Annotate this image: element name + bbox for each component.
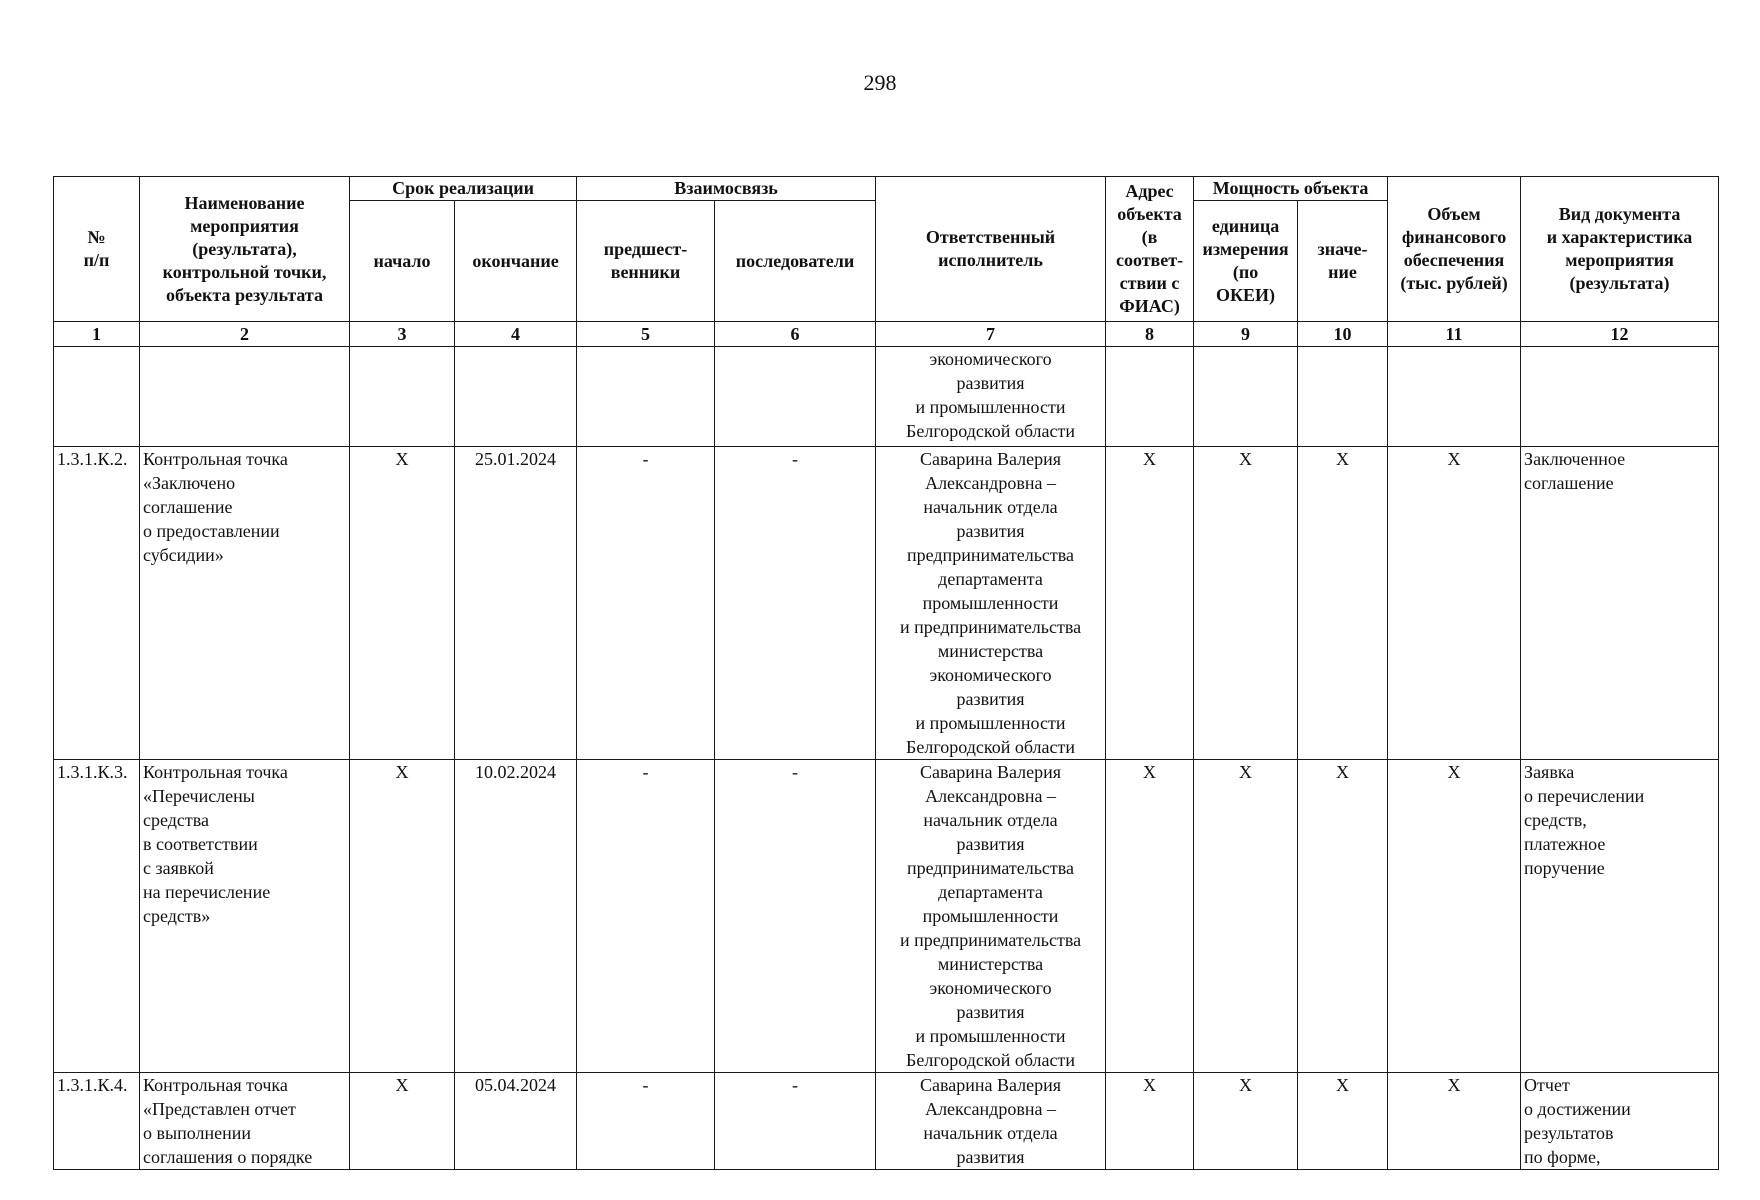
cell-start: X [350, 1073, 455, 1170]
cell-finance: X [1388, 1073, 1521, 1170]
header-period-end: окончание [455, 201, 577, 322]
cell-start: X [350, 447, 455, 760]
cell-address: X [1106, 760, 1194, 1073]
header-finance: Объем финансового обеспечения (тыс. рублей) [1388, 177, 1521, 322]
cell-start [350, 347, 455, 447]
table-row [54, 447, 1719, 760]
cell-pred [577, 347, 715, 447]
header-name: Наименование мероприятия (результата), контрольной точки, объекта результата [140, 177, 350, 322]
header-period: Срок реализации [350, 177, 577, 201]
cell-unit [1194, 347, 1298, 447]
cell-finance [1388, 347, 1521, 447]
column-number: 1 [54, 322, 140, 347]
cell-value: X [1298, 1073, 1388, 1170]
cell-finance: X [1388, 760, 1521, 1073]
header-capacity-value: значе- ние [1298, 201, 1388, 322]
cell-end: 25.01.2024 [455, 447, 577, 760]
column-number: 6 [715, 322, 876, 347]
header-capacity: Мощность объекта [1194, 177, 1388, 201]
column-numbers-row [54, 322, 1719, 347]
cell-pred: - [577, 760, 715, 1073]
cell-finance: X [1388, 447, 1521, 760]
column-number: 4 [455, 322, 577, 347]
cell-end [455, 347, 577, 447]
plan-table [53, 176, 1719, 1170]
header-period-start: начало [350, 201, 455, 322]
cell-value: X [1298, 760, 1388, 1073]
cell-doc: Заявка о перечислении средств, платежное поручение [1521, 760, 1719, 1073]
cell-name: Контрольная точка «Заключено соглашение о предоставлении субсидии» [140, 447, 350, 760]
cell-address [1106, 347, 1194, 447]
cell-name: Контрольная точка «Представлен отчет о выполнении соглашения о порядке [140, 1073, 350, 1170]
header-relation-pred: предшест- венники [577, 201, 715, 322]
cell-end: 05.04.2024 [455, 1073, 577, 1170]
cell-value: X [1298, 447, 1388, 760]
cell-name: Контрольная точка «Перечислены средства в соответствии с заявкой на перечисление средств» [140, 760, 350, 1073]
header-address: Адрес объекта (в соответ- ствии с ФИАС) [1106, 177, 1194, 322]
header-capacity-unit: единица измерения (по ОКЕИ) [1194, 201, 1298, 322]
cell-start: X [350, 760, 455, 1073]
cell-unit: X [1194, 447, 1298, 760]
cell-succ: - [715, 447, 876, 760]
column-number: 11 [1388, 322, 1521, 347]
cell-num [54, 347, 140, 447]
table-row-continuation [54, 347, 1719, 447]
cell-doc [1521, 347, 1719, 447]
column-number: 7 [876, 322, 1106, 347]
table-row [54, 760, 1719, 1073]
header-num: № п/п [54, 177, 140, 322]
column-number: 12 [1521, 322, 1719, 347]
cell-doc: Заключенное соглашение [1521, 447, 1719, 760]
column-number: 3 [350, 322, 455, 347]
cell-address: X [1106, 447, 1194, 760]
cell-responsible: Саварина Валерия Александровна – начальник отдела развития предпринимательства департамента промышленности и предпринимательства министерства экономического развития и промышленности Белгородской области [876, 760, 1106, 1073]
header-doc: Вид документа и характеристика мероприятия (результата) [1521, 177, 1719, 322]
cell-unit: X [1194, 1073, 1298, 1170]
cell-responsible: Саварина Валерия Александровна – начальник отдела развития [876, 1073, 1106, 1170]
cell-num: 1.3.1.К.3. [54, 760, 140, 1073]
cell-succ: - [715, 760, 876, 1073]
column-number: 2 [140, 322, 350, 347]
cell-doc: Отчет о достижении результатов по форме, [1521, 1073, 1719, 1170]
cell-num: 1.3.1.К.4. [54, 1073, 140, 1170]
column-number: 10 [1298, 322, 1388, 347]
cell-responsible: Саварина Валерия Александровна – начальник отдела развития предпринимательства департамента промышленности и предпринимательства министерства экономического развития и промышленности Белгородской области [876, 447, 1106, 760]
column-number: 5 [577, 322, 715, 347]
cell-responsible: экономического развития и промышленности Белгородской области [876, 347, 1106, 447]
cell-succ [715, 347, 876, 447]
cell-pred: - [577, 1073, 715, 1170]
cell-end: 10.02.2024 [455, 760, 577, 1073]
cell-num: 1.3.1.К.2. [54, 447, 140, 760]
cell-pred: - [577, 447, 715, 760]
header-responsible: Ответственный исполнитель [876, 177, 1106, 322]
cell-address: X [1106, 1073, 1194, 1170]
header-relation-succ: последователи [715, 201, 876, 322]
cell-succ: - [715, 1073, 876, 1170]
column-number: 9 [1194, 322, 1298, 347]
header-relation: Взаимосвязь [577, 177, 876, 201]
cell-name [140, 347, 350, 447]
table-row [54, 1073, 1719, 1170]
page-number: 298 [863, 70, 897, 95]
column-number: 8 [1106, 322, 1194, 347]
cell-unit: X [1194, 760, 1298, 1073]
header-row-top [54, 177, 1719, 201]
cell-value [1298, 347, 1388, 447]
